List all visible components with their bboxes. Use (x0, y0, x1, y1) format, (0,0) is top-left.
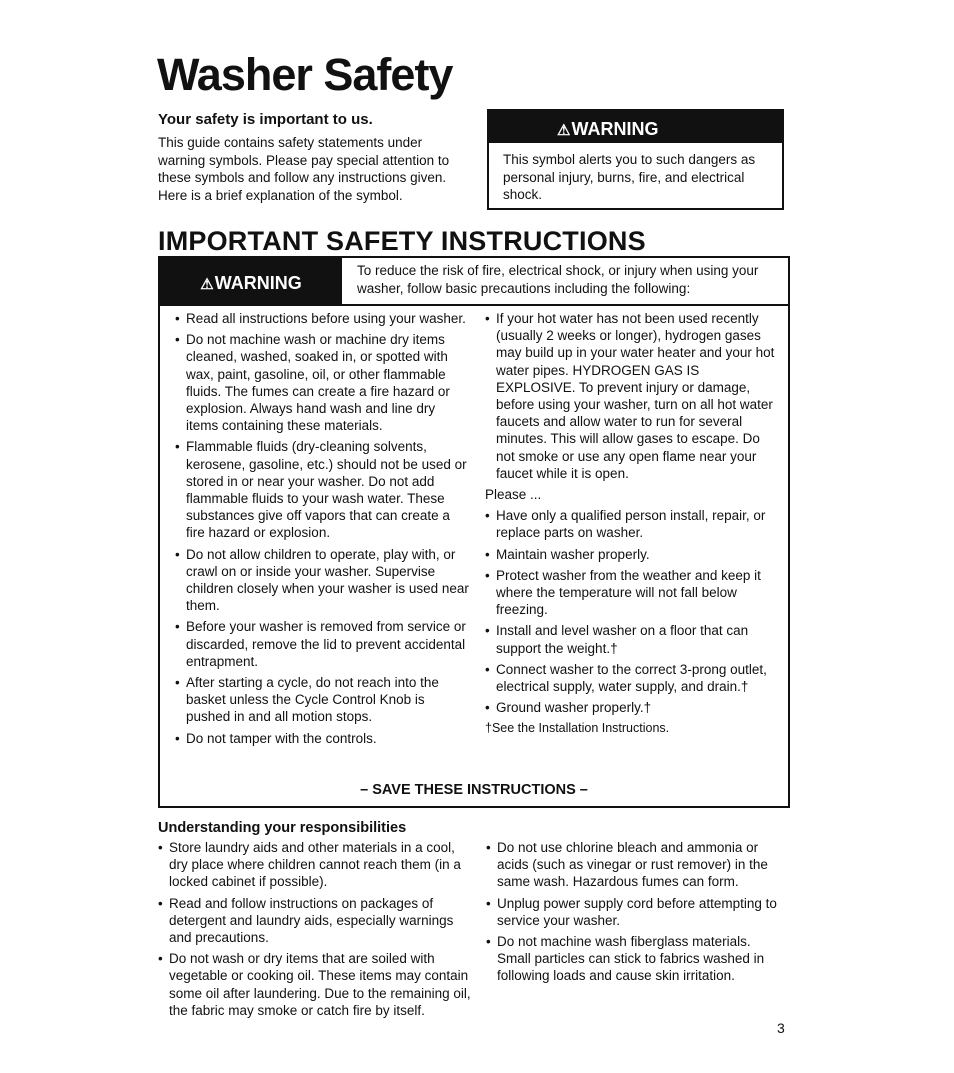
warning-triangle-icon: ⚠ (557, 122, 571, 139)
list-item: • Do not machine wash or machine dry items cleaned, washed, soaked in, or spotted with wax, paint, gasoline, oil, or other flammable fluids. The fumes can create a fire hazard or explosion. Always hand wash and line dry items containing these materials. (175, 331, 470, 434)
warning-triangle-icon: ⚠ (200, 276, 214, 293)
warning-header-block (160, 258, 342, 304)
list-item: • Install and level washer on a floor that can support the weight.† (485, 622, 777, 656)
list-item: • Do not machine wash fiberglass materials. Small particles can stick to fabrics washed in following loads and cause skin irritation. (486, 933, 786, 985)
list-item: • Do not allow children to operate, play with, or crawl on or inside your washer. Supervise children closely when your washer is used near them. (175, 546, 470, 615)
list-item: • Before your washer is removed from service or discarded, remove the lid to prevent accidental entrapment. (175, 618, 470, 670)
warning-label: WARNING (571, 119, 659, 139)
list-item: • Store laundry aids and other materials in a cool, dry place where children cannot reach them (in a locked cabinet if possible). (158, 839, 473, 891)
list-item: • Do not tamper with the controls. (175, 730, 470, 747)
list-item: • If your hot water has not been used recently (usually 2 weeks or longer), hydrogen gases may build up in your water heater and your hot water pipes. HYDROGEN GAS IS EXPLOSIVE. To prevent injury or damage, before using your washer, turn on all hot water faucets and allow water to run for several minutes. This will allow gases to escape. Do not smoke or use any open flame near your faucet while it is open. (485, 310, 777, 482)
safety-left-column (175, 310, 470, 751)
list-item: • Read and follow instructions on packages of detergent and laundry aids, especially warnings and precautions. (158, 895, 473, 947)
warning-intro-text: To reduce the risk of fire, electrical shock, or injury when using your washer, follow basic precautions including the following: (357, 263, 759, 296)
list-item: • Maintain washer properly. (485, 546, 777, 563)
save-instructions-banner: – SAVE THESE INSTRUCTIONS – (360, 782, 588, 798)
please-label: Please ... (485, 487, 542, 503)
page-number: 3 (777, 1020, 785, 1036)
responsibilities-heading: Understanding your responsibilities (158, 820, 407, 836)
important-safety-title: IMPORTANT SAFETY INSTRUCTIONS (158, 226, 646, 256)
safety-subheading: Your safety is important to us. (158, 111, 373, 128)
warning-label: WARNING (214, 273, 302, 293)
list-item: • Unplug power supply cord before attempting to service your washer. (486, 895, 786, 929)
warning-symbol-text: This symbol alerts you to such dangers as personal injury, burns, fire, and electrical shock. (503, 152, 756, 202)
warning-symbol-box (487, 109, 784, 210)
list-item: • Protect washer from the weather and keep it where the temperature will not fall below freezing. (485, 567, 777, 619)
list-item: • Have only a qualified person install, repair, or replace parts on washer. (485, 507, 777, 541)
list-item: • Ground washer properly.† (485, 699, 777, 716)
list-item: • Read all instructions before using your washer. (175, 310, 470, 327)
responsibilities-right-column (486, 839, 786, 989)
safety-right-column (485, 310, 777, 742)
list-item: • After starting a cycle, do not reach into the basket unless the Cycle Control Knob is pushed in and all motion stops. (175, 674, 470, 726)
page-title: Washer Safety (157, 49, 453, 100)
list-item: • Do not wash or dry items that are soiled with vegetable or cooking oil. These items may contain some oil after laundering. Due to the remaining oil, the fabric may smoke or catch fire by itself. (158, 950, 473, 1019)
warning-symbol-bar (489, 111, 782, 143)
footnote: †See the Installation Instructions. (485, 721, 670, 736)
intro-paragraph: This guide contains safety statements under warning symbols. Please pay special attention to these symbols and follow any instructions given. Here is a brief explanation of the symbol. (158, 135, 450, 203)
list-item: • Do not use chlorine bleach and ammonia or acids (such as vinegar or rust remover) in the same wash. Hazardous fumes can form. (486, 839, 786, 891)
divider (160, 304, 788, 306)
list-item: • Flammable fluids (dry-cleaning solvents, kerosene, gasoline, etc.) should not be used or stored in or near your washer. Do not add flammable fluids to your wash water. These substances give off vapors that can create a fire hazard or explosion. (175, 438, 470, 541)
responsibilities-left-column (158, 839, 473, 1023)
list-item: • Connect washer to the correct 3-prong outlet, electrical supply, water supply, and drain.† (485, 661, 777, 695)
